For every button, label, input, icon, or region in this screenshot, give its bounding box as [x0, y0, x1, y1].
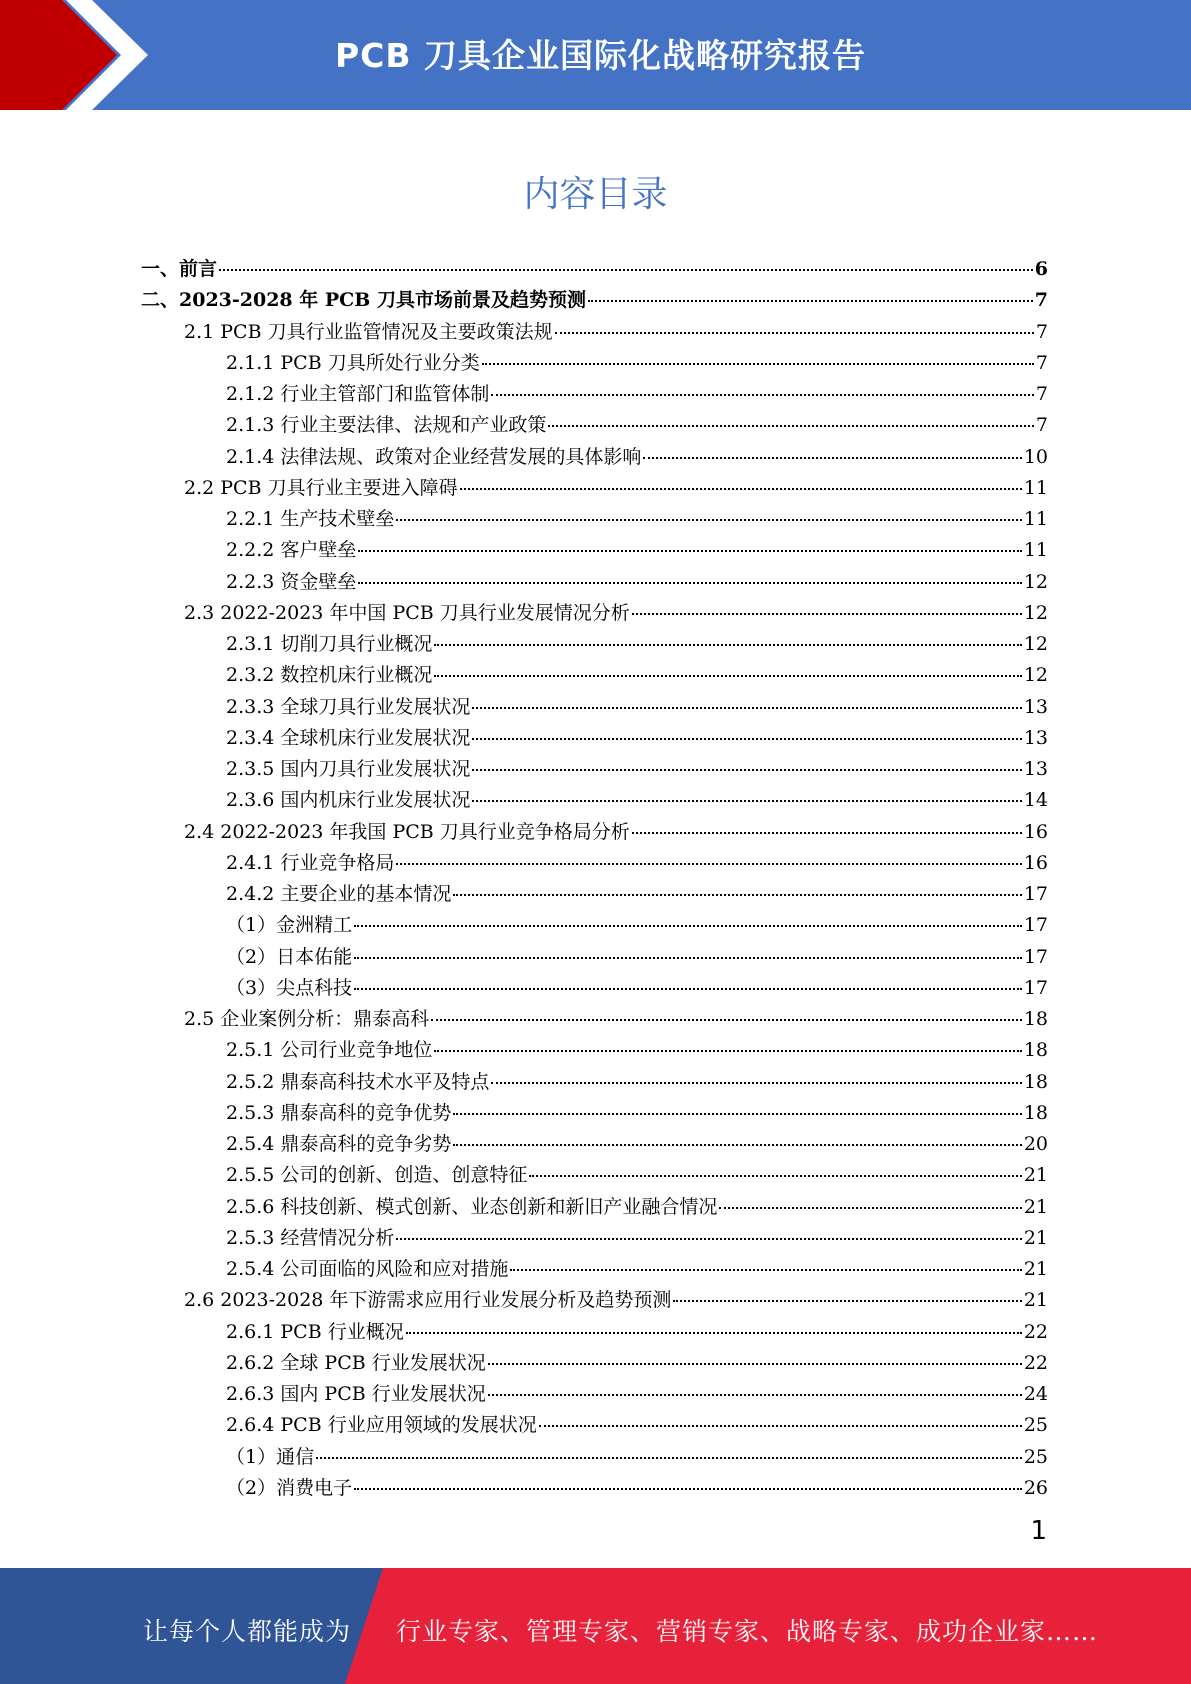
toc-dot-leader — [488, 1363, 1022, 1365]
toc-entry-label: 二、2023-2028 年 PCB 刀具市场前景及趋势预测 — [141, 289, 586, 312]
toc-entry[interactable] — [0, 973, 1191, 1004]
toc-dot-leader — [488, 1394, 1022, 1396]
toc-entry[interactable] — [0, 535, 1191, 566]
toc-dot-leader — [434, 644, 1021, 646]
toc-dot-leader — [588, 300, 1033, 302]
toc-entry[interactable] — [0, 1285, 1191, 1316]
toc-entry-page: 7 — [1035, 414, 1048, 437]
toc-entry-page: 13 — [1023, 758, 1048, 780]
toc-dot-leader — [406, 1332, 1022, 1334]
toc-entry-page: 11 — [1023, 476, 1048, 499]
toc-dot-leader — [358, 582, 1021, 584]
toc-entry-page: 16 — [1023, 820, 1048, 843]
toc-dot-leader — [396, 519, 1021, 521]
toc-entry-label: 2.6.1 PCB 行业概况 — [226, 1320, 404, 1343]
toc-entry-label: 2.5.6 科技创新、模式创新、业态创新和新旧产业融合情况 — [226, 1195, 718, 1218]
toc-dot-leader — [555, 332, 1034, 334]
toc-entry-page: 7 — [1034, 289, 1048, 312]
toc-entry-page: 25 — [1023, 1445, 1048, 1468]
toc-entry-label: 2.3.5 国内刀具行业发展状况 — [226, 758, 471, 780]
toc-entry-label: （1）通信 — [226, 1445, 315, 1468]
toc-dot-leader — [632, 832, 1022, 834]
toc-entry[interactable] — [0, 348, 1191, 379]
toc-dot-leader — [719, 1207, 1021, 1209]
toc-entry-page: 21 — [1023, 1195, 1048, 1218]
toc-entry-page: 26 — [1023, 1476, 1048, 1499]
toc-entry-label: 2.2.1 生产技术壁垒 — [226, 508, 395, 530]
toc-entry-label: 2.5.4 鼎泰高科的竞争劣势 — [226, 1133, 452, 1155]
toc-entry-label: 2.1.2 行业主管部门和监管体制 — [226, 383, 490, 405]
toc-dot-leader — [354, 1488, 1022, 1490]
toc-entry-label: 2.3 2022-2023 年中国 PCB 刀具行业发展情况分析 — [184, 601, 630, 624]
header-band — [0, 0, 1191, 110]
toc-entry[interactable] — [0, 254, 1191, 285]
toc-entry[interactable] — [0, 1035, 1191, 1066]
toc-entry-label: 2.3.6 国内机床行业发展状况 — [226, 789, 471, 812]
toc-entry-page: 17 — [1023, 976, 1048, 999]
toc-entry[interactable] — [0, 754, 1191, 785]
footer-band — [0, 1568, 1191, 1684]
toc-title: 内容目录 — [523, 174, 668, 215]
toc-entry-label: 2.4.1 行业竞争格局 — [226, 851, 395, 874]
toc-entry[interactable] — [0, 1098, 1191, 1129]
toc-dot-leader — [491, 1082, 1021, 1084]
toc-entry-page: 21 — [1023, 1258, 1048, 1280]
toc-entry[interactable] — [0, 1004, 1191, 1035]
toc-entry-label: 2.1 PCB 刀具行业监管情况及主要政策法规 — [184, 320, 553, 343]
toc-dot-leader — [472, 769, 1021, 771]
toc-dot-leader — [510, 1269, 1021, 1271]
toc-entry[interactable] — [0, 379, 1191, 410]
toc-entry[interactable] — [0, 1410, 1191, 1441]
toc-entry[interactable] — [0, 692, 1191, 723]
toc-entry-label: 2.3.1 切削刀具行业概况 — [226, 633, 433, 655]
toc-entry-page: 7 — [1035, 351, 1048, 374]
toc-entry[interactable] — [0, 504, 1191, 535]
toc-entry-page: 7 — [1035, 320, 1048, 343]
toc-entry-label: 2.5.3 鼎泰高科的竞争优势 — [226, 1101, 452, 1124]
toc-dot-leader — [453, 1113, 1021, 1115]
toc-entry-page: 21 — [1023, 1226, 1048, 1249]
toc-entry-page: 14 — [1023, 789, 1048, 812]
toc-entry-page: 6 — [1034, 258, 1048, 280]
toc-entry[interactable] — [0, 285, 1191, 316]
toc-entry[interactable] — [0, 1192, 1191, 1223]
toc-dot-leader — [219, 269, 1033, 271]
toc-dot-leader — [354, 957, 1022, 959]
toc-entry-page: 25 — [1023, 1414, 1048, 1437]
toc-entry-page: 10 — [1023, 445, 1048, 468]
toc-dot-leader — [358, 550, 1021, 552]
toc-entry-label: （3）尖点科技 — [226, 976, 353, 999]
toc-entry-page: 12 — [1023, 570, 1048, 593]
toc-entry-page: 13 — [1023, 726, 1048, 749]
toc-entry[interactable] — [0, 410, 1191, 441]
toc-entry-page: 22 — [1023, 1320, 1048, 1343]
toc-entry-label: 2.2 PCB 刀具行业主要进入障碍 — [184, 476, 458, 499]
toc-entry-label: 2.4 2022-2023 年我国 PCB 刀具行业竞争格局分析 — [184, 820, 630, 843]
toc-dot-leader — [539, 1425, 1022, 1427]
toc-dot-leader — [548, 425, 1034, 427]
toc-entry-page: 18 — [1023, 1039, 1048, 1062]
toc-dot-leader — [673, 1300, 1021, 1302]
toc-entry[interactable] — [0, 629, 1191, 660]
toc-entry-page: 22 — [1023, 1351, 1048, 1374]
toc-entry-label: 2.1.3 行业主要法律、法规和产业政策 — [226, 414, 547, 437]
toc-entry[interactable] — [0, 317, 1191, 348]
toc-entry-page: 12 — [1023, 664, 1048, 687]
toc-entry-page: 17 — [1023, 883, 1048, 905]
toc-entry-label: 2.4.2 主要企业的基本情况 — [226, 883, 452, 905]
toc-dot-leader — [396, 863, 1021, 865]
toc-entry-label: （2）日本佑能 — [226, 945, 353, 968]
toc-entry-label: 一、前言 — [141, 258, 218, 280]
toc-entry-label: 2.5.1 公司行业竞争地位 — [226, 1039, 433, 1062]
toc-dot-leader — [472, 800, 1021, 802]
toc-entry[interactable] — [0, 1223, 1191, 1254]
report-title: PCB 刀具企业国际化战略研究报告 — [334, 36, 867, 75]
toc-entry[interactable] — [0, 1473, 1191, 1504]
toc-entry-label: （1）金洲精工 — [226, 914, 353, 937]
toc-entry-page: 18 — [1023, 1008, 1048, 1030]
toc-entry-label: 2.3.2 数控机床行业概况 — [226, 664, 433, 687]
toc-entry-label: 2.6 2023-2028 年下游需求应用行业发展分析及趋势预测 — [184, 1289, 672, 1312]
footer-slogan-left: 让每个人都能成为 — [143, 1617, 352, 1646]
toc-entry-label: 2.5.2 鼎泰高科技术水平及特点 — [226, 1070, 490, 1093]
toc-entry-label: 2.5.3 经营情况分析 — [226, 1226, 395, 1249]
toc-entry-label: 2.1.1 PCB 刀具所处行业分类 — [226, 351, 480, 374]
toc-dot-leader — [354, 925, 1022, 927]
toc-entry-label: 2.6.4 PCB 行业应用领域的发展状况 — [226, 1414, 537, 1437]
toc-dot-leader — [434, 675, 1021, 677]
toc-entry-label: 2.2.2 客户壁垒 — [226, 539, 357, 562]
toc-entry-label: 2.3.4 全球机床行业发展状况 — [226, 726, 471, 749]
footer-slogan-right: 行业专家、管理专家、营销专家、战略专家、成功企业家…… — [396, 1617, 1099, 1646]
toc-entry[interactable] — [0, 598, 1191, 629]
toc-dot-leader — [431, 1019, 1022, 1021]
toc-entry-label: （2）消费电子 — [226, 1476, 353, 1499]
toc-dot-leader — [434, 1050, 1021, 1052]
toc-entry[interactable] — [0, 817, 1191, 848]
toc-entry[interactable] — [0, 1442, 1191, 1473]
toc-entry-label: 2.5 企业案例分析：鼎泰高科 — [184, 1008, 430, 1030]
toc-entry-page: 18 — [1023, 1070, 1048, 1093]
toc-entry-label: 2.5.5 公司的创新、创造、创意特征 — [226, 1164, 528, 1187]
toc-entry-page: 11 — [1023, 508, 1048, 530]
toc-entry-label: 2.6.3 国内 PCB 行业发展状况 — [226, 1383, 486, 1405]
toc-dot-leader — [482, 363, 1034, 365]
toc-entry[interactable] — [0, 660, 1191, 691]
toc-entry-page: 13 — [1023, 695, 1048, 718]
toc-dot-leader — [632, 613, 1022, 615]
toc-entry-page: 16 — [1023, 851, 1048, 874]
toc-entry-page: 12 — [1023, 601, 1048, 624]
toc-entry-page: 21 — [1023, 1289, 1048, 1312]
toc-entry[interactable] — [0, 942, 1191, 973]
toc-entry-label: 2.2.3 资金壁垒 — [226, 570, 357, 593]
toc-entry[interactable] — [0, 1160, 1191, 1191]
toc-entry-page: 7 — [1035, 383, 1048, 405]
toc-dot-leader — [396, 1238, 1021, 1240]
toc-dot-leader — [453, 1144, 1021, 1146]
page-number: 1 — [1030, 1516, 1047, 1546]
toc-entry[interactable] — [0, 1254, 1191, 1285]
toc-entry-label: 2.6.2 全球 PCB 行业发展状况 — [226, 1351, 486, 1374]
toc-dot-leader — [472, 738, 1021, 740]
toc-entry[interactable] — [0, 1379, 1191, 1410]
toc-dot-leader — [453, 894, 1021, 896]
toc-entry-page: 18 — [1023, 1101, 1048, 1124]
toc-dot-leader — [491, 394, 1034, 396]
toc-dot-leader — [529, 1175, 1021, 1177]
toc-dot-leader — [472, 707, 1021, 709]
toc-entry[interactable] — [0, 848, 1191, 879]
toc-dot-leader — [316, 1457, 1022, 1459]
toc-entry-label: 2.1.4 法律法规、政策对企业经营发展的具体影响 — [226, 445, 642, 468]
toc-entry-page: 12 — [1023, 633, 1048, 655]
toc-entry[interactable] — [0, 1348, 1191, 1379]
toc-entry[interactable] — [0, 723, 1191, 754]
toc-entry-page: 21 — [1023, 1164, 1048, 1187]
toc-entry-label: 2.5.4 公司面临的风险和应对措施 — [226, 1258, 509, 1280]
toc-entry-page: 24 — [1023, 1383, 1048, 1405]
toc-entry[interactable] — [0, 1067, 1191, 1098]
toc-entry-page: 20 — [1023, 1133, 1048, 1155]
toc-dot-leader — [460, 488, 1022, 490]
toc-dot-leader — [643, 457, 1021, 459]
toc-entry[interactable] — [0, 567, 1191, 598]
toc-entry-label: 2.3.3 全球刀具行业发展状况 — [226, 695, 471, 718]
toc-entry[interactable] — [0, 1129, 1191, 1160]
toc-entry[interactable] — [0, 879, 1191, 910]
toc-entry[interactable] — [0, 473, 1191, 504]
toc-entry[interactable] — [0, 785, 1191, 816]
toc-entry[interactable] — [0, 1317, 1191, 1348]
toc-dot-leader — [354, 988, 1022, 990]
toc-entry[interactable] — [0, 910, 1191, 941]
toc-entry-page: 11 — [1023, 539, 1048, 562]
toc-entry[interactable] — [0, 442, 1191, 473]
table-of-contents — [0, 254, 1191, 1504]
toc-entry-page: 17 — [1023, 914, 1048, 937]
toc-entry-page: 17 — [1023, 945, 1048, 968]
